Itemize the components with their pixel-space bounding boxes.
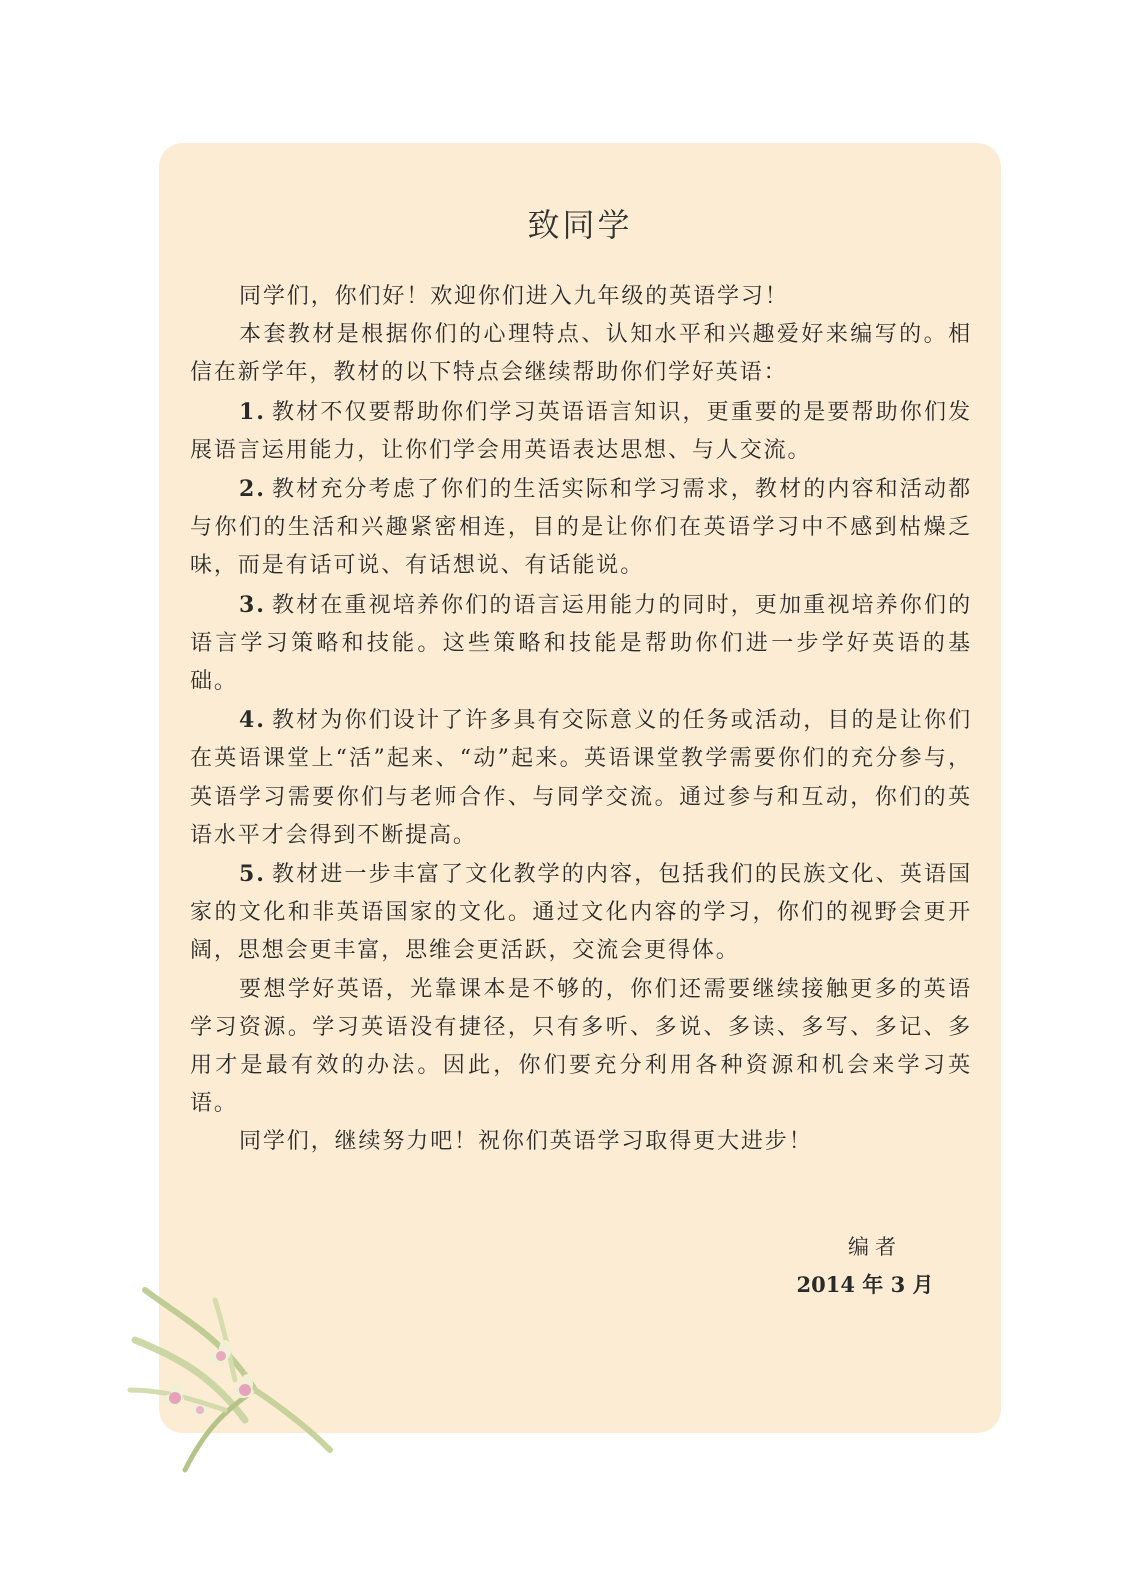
paragraph-feature-5 [190, 855, 972, 971]
signature-block [790, 1232, 940, 1300]
orchid-illustration [125, 1280, 355, 1480]
paragraph-text: 教材不仅要帮助你们学习英语语言知识，更重要的是要帮助你们发展语言运用能力，让你们学会用英语表达思想、与人交流。 [190, 399, 972, 463]
orchid-flower-4 [191, 1405, 209, 1415]
paragraph-text: 同学们，你们好！欢迎你们进入九年级的英语学习！ [239, 284, 789, 309]
paragraph-text: 要想学好英语，光靠课本是不够的，你们还需要继续接触更多的英语学习资源。学习英语没有捷径，只有多听、多说、多读、多写、多记、多用才是最有效的办法。因此，你们要充分利用各种资源和机会来学习英语。 [190, 976, 972, 1117]
paragraph-closing [190, 1123, 972, 1161]
paragraph-advice [190, 971, 972, 1124]
paragraph-text: 教材进一步丰富了文化教学的内容，包括我们的民族文化、英语国家的文化和非英语国家的文化。通过文化内容的学习，你们的视野会更开阔，思想会更丰富，思维会更活跃，交流会更得体。 [190, 862, 972, 964]
paragraph-text: 教材为你们设计了许多具有交际意义的任务或活动，目的是让你们在英语课堂上“活”起来、“动”起来。英语课堂教学需要你们的充分参与，英语学习需要你们与老师合作、与同学交流。通过参与和互动，你们的英语水平才会得到不断提高。 [190, 708, 972, 848]
paragraph-feature-3 [190, 586, 972, 702]
feature-number: 3. [239, 591, 266, 618]
paragraph-text: 教材在重视培养你们的语言运用能力的同时，更加重视培养你们的语言学习策略和技能。这些策略和技能是帮助你们进一步学好英语的基础。 [190, 592, 972, 695]
feature-number: 2. [239, 476, 266, 503]
feature-number: 1. [239, 398, 266, 425]
paragraph-feature-2 [190, 470, 972, 586]
paragraph-text: 本套教材是根据你们的心理特点、认知水平和兴趣爱好来编写的。相信在新学年，教材的以下特点会继续帮助你们学好英语： [190, 322, 972, 386]
paragraph-text: 教材充分考虑了你们的生活实际和学习需求，教材的内容和活动都与你们的生活和兴趣紧密相连，目的是让你们在英语学习中不感到枯燥乏味，而是有话可说、有话想说、有话能说。 [190, 477, 972, 579]
page-title: 致同学 [527, 206, 633, 244]
feature-number: 4. [239, 707, 266, 734]
paragraph-feature-1 [190, 393, 972, 470]
letter-body [190, 278, 972, 1162]
paragraph-feature-4 [190, 701, 972, 855]
paragraph-text: 同学们，继续努力吧！祝你们英语学习取得更大进步！ [239, 1129, 813, 1155]
feature-number: 5. [239, 861, 266, 888]
paragraph-intro [190, 316, 972, 392]
signature-date: 2014 年 3 月 [796, 1272, 934, 1297]
paragraph-greeting [190, 278, 972, 316]
signature-author: 编者 [848, 1235, 902, 1259]
